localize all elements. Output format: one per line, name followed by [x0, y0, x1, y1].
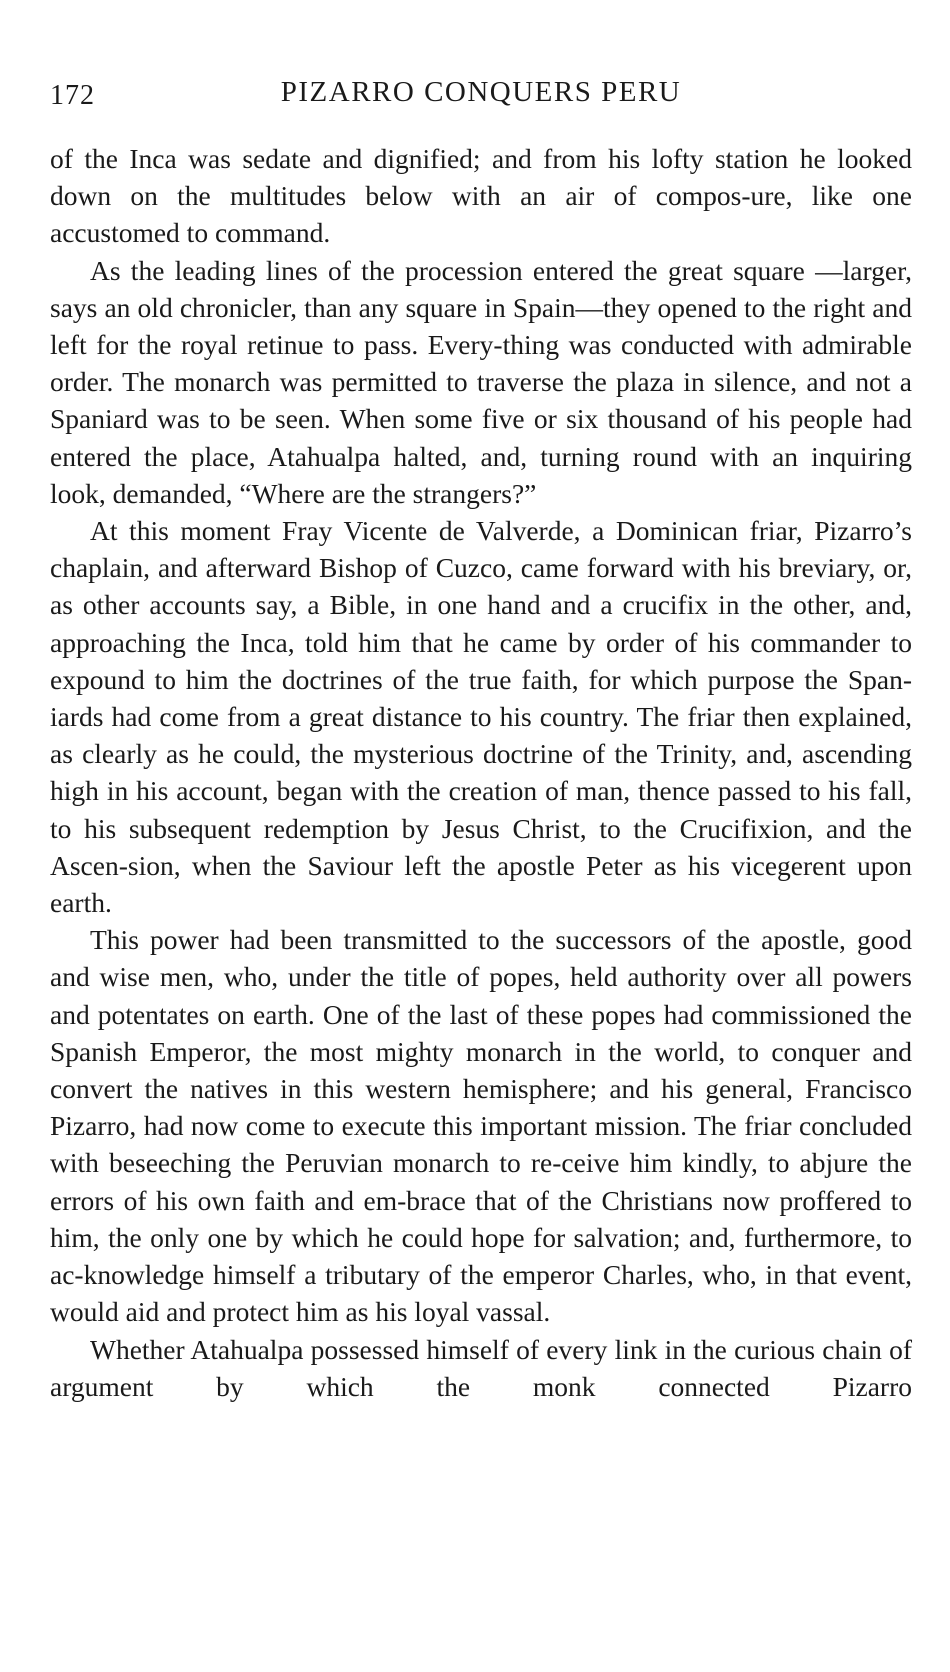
page-number: 172	[50, 80, 95, 111]
body-text	[50, 140, 912, 1405]
paragraph-atahualpa: Whether Atahualpa possessed himself of every link in the curious chain of argument by which the monk connected Pizarro	[50, 1333, 912, 1402]
paragraph-valverde: At this moment Fray Vicente de Valverde, a Dominican friar, Pizarro’s chaplain, and afterward Bishop of Cuzco, came forward with his breviary, or, as other accounts say, a Bible, in one hand and a crucifix in the other, and, approaching the Inca, told him that he came by order of his commander to expound to him the doctrines of the true faith, for which purpose the Span-iards had come from a great distance to his country. The friar then explained, as clearly as he could, the mysterious doctrine of the Trinity, and, ascending high in his account, began with the creation of man, thence passed to his fall, to his subsequent redemption by Jesus Christ, to the Crucifixion, and the Ascen-sion, when the Saviour left the apostle Peter as his vicegerent upon earth.	[50, 515, 912, 919]
paragraph-procession: As the leading lines of the procession entered the great square —larger, says an old chronicler, than any square in Spain—they opened to the right and left for the royal retinue to pass. Every-thing was conducted with admirable order. The monarch was permitted to traverse the plaza in silence, and not a Spaniard was to be seen. When some five or six thousand of his people had entered the place, Atahualpa halted, and, turning round with an inquiring look, demanded, “Where are the strangers?”	[50, 254, 912, 509]
running-head	[50, 76, 912, 116]
running-title: PIZARRO CONQUERS PERU	[280, 76, 682, 108]
paragraph-continuation: of the Inca was sedate and dignified; and from his lofty station he looked down on the multitudes below with an air of compos-ure, like one accustomed to command.	[50, 143, 912, 249]
paragraph-papal-power: This power had been transmitted to the successors of the apostle, good and wise men, who, under the title of popes, held authority over all powers and potentates on earth. One of the last of these popes had commissioned the Spanish Emperor, the most mighty monarch in the world, to conquer and convert the natives in this western hemisphere; and his general, Francisco Pizarro, had now come to execute this important mission. The friar concluded with beseeching the Peruvian monarch to re-ceive him kindly, to abjure the errors of his own faith and em-brace that of the Christians now proffered to him, the only one by which he could hope for salvation; and, furthermore, to ac-knowledge himself a tributary of the emperor Charles, who, in that event, would aid and protect him as his loyal vassal.	[50, 924, 912, 1328]
